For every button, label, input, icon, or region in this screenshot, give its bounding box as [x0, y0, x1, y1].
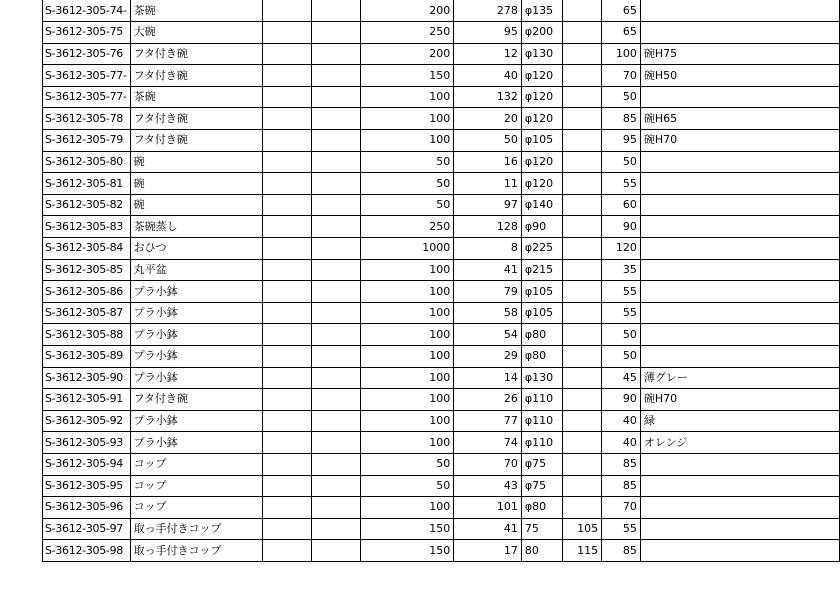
cell-blank-b[interactable]: [312, 367, 361, 389]
cell-item-name[interactable]: プラ小鉢: [130, 367, 262, 389]
cell-blank-b[interactable]: [312, 346, 361, 368]
cell-extra-size[interactable]: [563, 389, 602, 411]
cell-height[interactable]: 45: [602, 367, 641, 389]
cell-blank-a[interactable]: [262, 65, 311, 87]
cell-extra-size[interactable]: [563, 65, 602, 87]
table-row: [43, 0, 840, 22]
cell-stock[interactable]: 128: [454, 216, 522, 238]
cell-stock[interactable]: 132: [454, 86, 522, 108]
cell-extra-size[interactable]: [563, 22, 602, 44]
cell-diameter[interactable]: 75: [521, 518, 562, 540]
cell-quantity[interactable]: 100: [361, 130, 454, 152]
cell-height[interactable]: 50: [602, 86, 641, 108]
cell-stock[interactable]: 278: [454, 0, 522, 22]
cell-note[interactable]: [640, 475, 839, 497]
cell-stock[interactable]: 79: [454, 281, 522, 303]
table-row: [43, 540, 840, 562]
cell-quantity[interactable]: 150: [361, 65, 454, 87]
cell-extra-size[interactable]: [563, 324, 602, 346]
table-row: [43, 173, 840, 195]
cell-blank-b[interactable]: [312, 238, 361, 260]
cell-height[interactable]: 50: [602, 324, 641, 346]
cell-diameter[interactable]: φ120: [521, 86, 562, 108]
cell-blank-b[interactable]: [312, 173, 361, 195]
cell-quantity[interactable]: 50: [361, 151, 454, 173]
cell-quantity[interactable]: 150: [361, 518, 454, 540]
cell-note[interactable]: 碗H70: [640, 389, 839, 411]
cell-height[interactable]: 85: [602, 540, 641, 562]
cell-diameter[interactable]: φ105: [521, 302, 562, 324]
cell-blank-a[interactable]: [262, 302, 311, 324]
cell-diameter[interactable]: φ200: [521, 22, 562, 44]
cell-blank-b[interactable]: [312, 22, 361, 44]
cell-blank-b[interactable]: [312, 151, 361, 173]
cell-item-name[interactable]: プラ小鉢: [130, 281, 262, 303]
cell-blank-b[interactable]: [312, 540, 361, 562]
cell-quantity[interactable]: 50: [361, 453, 454, 475]
cell-diameter[interactable]: φ135: [521, 0, 562, 22]
cell-blank-b[interactable]: [312, 324, 361, 346]
cell-item-name[interactable]: フタ付き碗: [130, 65, 262, 87]
cell-stock[interactable]: 58: [454, 302, 522, 324]
cell-item-code[interactable]: S-3612-305-78: [43, 108, 131, 130]
cell-note[interactable]: [640, 216, 839, 238]
cell-blank-a[interactable]: [262, 497, 311, 519]
cell-diameter[interactable]: φ120: [521, 108, 562, 130]
cell-note[interactable]: オレンジ: [640, 432, 839, 454]
cell-item-name[interactable]: 取っ手付きコップ: [130, 518, 262, 540]
cell-extra-size[interactable]: [563, 475, 602, 497]
cell-extra-size[interactable]: 115: [563, 540, 602, 562]
cell-blank-a[interactable]: [262, 367, 311, 389]
cell-diameter[interactable]: φ120: [521, 65, 562, 87]
cell-item-code[interactable]: S-3612-305-76: [43, 43, 131, 65]
cell-extra-size[interactable]: [563, 497, 602, 519]
cell-item-code[interactable]: S-3612-305-79: [43, 130, 131, 152]
cell-stock[interactable]: 41: [454, 259, 522, 281]
cell-note[interactable]: [640, 302, 839, 324]
cell-blank-b[interactable]: [312, 43, 361, 65]
cell-height[interactable]: 50: [602, 151, 641, 173]
cell-diameter[interactable]: φ75: [521, 453, 562, 475]
cell-extra-size[interactable]: 105: [563, 518, 602, 540]
cell-diameter[interactable]: φ75: [521, 475, 562, 497]
table-row: [43, 151, 840, 173]
cell-diameter[interactable]: φ80: [521, 324, 562, 346]
cell-item-code[interactable]: S-3612-305-82: [43, 194, 131, 216]
cell-item-name[interactable]: 碗: [130, 151, 262, 173]
cell-stock[interactable]: 74: [454, 432, 522, 454]
cell-diameter[interactable]: 80: [521, 540, 562, 562]
table-row: [43, 302, 840, 324]
cell-blank-a[interactable]: [262, 346, 311, 368]
cell-blank-b[interactable]: [312, 497, 361, 519]
cell-blank-a[interactable]: [262, 43, 311, 65]
cell-blank-a[interactable]: [262, 108, 311, 130]
cell-item-name[interactable]: プラ小鉢: [130, 302, 262, 324]
cell-item-name[interactable]: フタ付き碗: [130, 130, 262, 152]
cell-extra-size[interactable]: [563, 108, 602, 130]
cell-blank-b[interactable]: [312, 216, 361, 238]
cell-item-name[interactable]: 茶碗: [130, 0, 262, 22]
cell-item-name[interactable]: コップ: [130, 475, 262, 497]
cell-note[interactable]: [640, 0, 839, 22]
cell-item-name[interactable]: フタ付き碗: [130, 108, 262, 130]
cell-item-name[interactable]: コップ: [130, 453, 262, 475]
cell-height[interactable]: 65: [602, 0, 641, 22]
cell-quantity[interactable]: 100: [361, 432, 454, 454]
cell-extra-size[interactable]: [563, 410, 602, 432]
table-row: [43, 367, 840, 389]
cell-item-code[interactable]: S-3612-305-96: [43, 497, 131, 519]
cell-note[interactable]: [640, 324, 839, 346]
cell-item-name[interactable]: 取っ手付きコップ: [130, 540, 262, 562]
cell-diameter[interactable]: φ120: [521, 173, 562, 195]
cell-quantity[interactable]: 100: [361, 324, 454, 346]
inventory-table: [42, 0, 840, 562]
cell-height[interactable]: 40: [602, 410, 641, 432]
cell-extra-size[interactable]: [563, 173, 602, 195]
cell-note[interactable]: [640, 173, 839, 195]
cell-item-name[interactable]: プラ小鉢: [130, 346, 262, 368]
cell-blank-a[interactable]: [262, 324, 311, 346]
cell-diameter[interactable]: φ130: [521, 367, 562, 389]
cell-item-name[interactable]: フタ付き碗: [130, 43, 262, 65]
cell-extra-size[interactable]: [563, 453, 602, 475]
table-row: [43, 497, 840, 519]
cell-diameter[interactable]: φ120: [521, 151, 562, 173]
cell-item-name[interactable]: 大碗: [130, 22, 262, 44]
cell-item-code[interactable]: S-3612-305-74-: [43, 0, 131, 22]
cell-extra-size[interactable]: [563, 216, 602, 238]
cell-stock[interactable]: 29: [454, 346, 522, 368]
cell-note[interactable]: [640, 453, 839, 475]
cell-blank-a[interactable]: [262, 0, 311, 22]
table-row: [43, 281, 840, 303]
cell-note[interactable]: 碗H75: [640, 43, 839, 65]
cell-blank-a[interactable]: [262, 173, 311, 195]
cell-blank-a[interactable]: [262, 216, 311, 238]
cell-extra-size[interactable]: [563, 86, 602, 108]
cell-diameter[interactable]: φ80: [521, 497, 562, 519]
cell-item-code[interactable]: S-3612-305-81: [43, 173, 131, 195]
cell-height[interactable]: 100: [602, 43, 641, 65]
cell-quantity[interactable]: 150: [361, 540, 454, 562]
cell-stock[interactable]: 50: [454, 130, 522, 152]
table-row: [43, 518, 840, 540]
cell-blank-a[interactable]: [262, 432, 311, 454]
cell-height[interactable]: 70: [602, 497, 641, 519]
cell-height[interactable]: 55: [602, 518, 641, 540]
cell-height[interactable]: 55: [602, 302, 641, 324]
cell-quantity[interactable]: 1000: [361, 238, 454, 260]
cell-item-code[interactable]: S-3612-305-92: [43, 410, 131, 432]
table-row: [43, 43, 840, 65]
cell-stock[interactable]: 97: [454, 194, 522, 216]
cell-quantity[interactable]: 200: [361, 0, 454, 22]
cell-blank-b[interactable]: [312, 86, 361, 108]
cell-quantity[interactable]: 50: [361, 475, 454, 497]
cell-item-code[interactable]: S-3612-305-97: [43, 518, 131, 540]
cell-stock[interactable]: 95: [454, 22, 522, 44]
cell-blank-b[interactable]: [312, 130, 361, 152]
cell-blank-b[interactable]: [312, 410, 361, 432]
table-row: [43, 216, 840, 238]
cell-extra-size[interactable]: [563, 259, 602, 281]
cell-diameter[interactable]: φ225: [521, 238, 562, 260]
cell-item-code[interactable]: S-3612-305-89: [43, 346, 131, 368]
cell-blank-b[interactable]: [312, 475, 361, 497]
table-row: [43, 108, 840, 130]
cell-stock[interactable]: 26: [454, 389, 522, 411]
cell-item-name[interactable]: プラ小鉢: [130, 324, 262, 346]
table-row: [43, 324, 840, 346]
cell-quantity[interactable]: 100: [361, 302, 454, 324]
cell-blank-a[interactable]: [262, 475, 311, 497]
cell-extra-size[interactable]: [563, 281, 602, 303]
cell-blank-a[interactable]: [262, 151, 311, 173]
cell-note[interactable]: 薄グレー: [640, 367, 839, 389]
cell-blank-a[interactable]: [262, 238, 311, 260]
cell-height[interactable]: 95: [602, 130, 641, 152]
cell-note[interactable]: [640, 238, 839, 260]
cell-quantity[interactable]: 100: [361, 346, 454, 368]
cell-stock[interactable]: 40: [454, 65, 522, 87]
cell-height[interactable]: 40: [602, 432, 641, 454]
cell-height[interactable]: 85: [602, 108, 641, 130]
cell-item-code[interactable]: S-3612-305-83: [43, 216, 131, 238]
cell-item-name[interactable]: フタ付き碗: [130, 389, 262, 411]
cell-diameter[interactable]: φ80: [521, 346, 562, 368]
cell-item-code[interactable]: S-3612-305-94: [43, 453, 131, 475]
cell-quantity[interactable]: 100: [361, 497, 454, 519]
cell-height[interactable]: 120: [602, 238, 641, 260]
cell-blank-a[interactable]: [262, 518, 311, 540]
cell-blank-b[interactable]: [312, 302, 361, 324]
table-row: [43, 130, 840, 152]
table-row: [43, 259, 840, 281]
cell-blank-b[interactable]: [312, 453, 361, 475]
cell-diameter[interactable]: φ90: [521, 216, 562, 238]
table-row: [43, 86, 840, 108]
cell-height[interactable]: 85: [602, 453, 641, 475]
cell-note[interactable]: [640, 194, 839, 216]
cell-height[interactable]: 35: [602, 259, 641, 281]
cell-height[interactable]: 60: [602, 194, 641, 216]
cell-quantity[interactable]: 250: [361, 216, 454, 238]
cell-height[interactable]: 90: [602, 389, 641, 411]
inventory-table-body: [43, 0, 840, 561]
cell-stock[interactable]: 17: [454, 540, 522, 562]
cell-diameter[interactable]: φ130: [521, 43, 562, 65]
cell-note[interactable]: [640, 518, 839, 540]
cell-extra-size[interactable]: [563, 432, 602, 454]
table-row: [43, 453, 840, 475]
cell-height[interactable]: 65: [602, 22, 641, 44]
table-row: [43, 475, 840, 497]
cell-height[interactable]: 50: [602, 346, 641, 368]
table-row: [43, 194, 840, 216]
table-row: [43, 432, 840, 454]
cell-quantity[interactable]: 50: [361, 173, 454, 195]
cell-quantity[interactable]: 200: [361, 43, 454, 65]
cell-height[interactable]: 70: [602, 65, 641, 87]
cell-blank-a[interactable]: [262, 540, 311, 562]
cell-blank-a[interactable]: [262, 22, 311, 44]
cell-extra-size[interactable]: [563, 238, 602, 260]
cell-stock[interactable]: 16: [454, 151, 522, 173]
cell-blank-b[interactable]: [312, 389, 361, 411]
cell-quantity[interactable]: 100: [361, 389, 454, 411]
cell-item-name[interactable]: プラ小鉢: [130, 432, 262, 454]
cell-note[interactable]: [640, 497, 839, 519]
cell-diameter[interactable]: φ140: [521, 194, 562, 216]
cell-item-name[interactable]: おひつ: [130, 238, 262, 260]
cell-blank-b[interactable]: [312, 281, 361, 303]
cell-blank-a[interactable]: [262, 86, 311, 108]
cell-quantity[interactable]: 50: [361, 194, 454, 216]
cell-note[interactable]: [640, 346, 839, 368]
cell-note[interactable]: [640, 540, 839, 562]
cell-blank-b[interactable]: [312, 0, 361, 22]
cell-note[interactable]: 碗H70: [640, 130, 839, 152]
cell-stock[interactable]: 41: [454, 518, 522, 540]
cell-quantity[interactable]: 100: [361, 259, 454, 281]
cell-item-name[interactable]: 碗: [130, 173, 262, 195]
cell-blank-a[interactable]: [262, 259, 311, 281]
cell-note[interactable]: [640, 86, 839, 108]
cell-stock[interactable]: 54: [454, 324, 522, 346]
cell-diameter[interactable]: φ215: [521, 259, 562, 281]
cell-item-code[interactable]: S-3612-305-77-: [43, 86, 131, 108]
cell-item-code[interactable]: S-3612-305-85: [43, 259, 131, 281]
cell-stock[interactable]: 20: [454, 108, 522, 130]
cell-blank-a[interactable]: [262, 194, 311, 216]
cell-height[interactable]: 55: [602, 281, 641, 303]
cell-item-code[interactable]: S-3612-305-86: [43, 281, 131, 303]
cell-stock[interactable]: 8: [454, 238, 522, 260]
cell-stock[interactable]: 11: [454, 173, 522, 195]
table-row: [43, 389, 840, 411]
cell-extra-size[interactable]: [563, 0, 602, 22]
cell-note[interactable]: 緑: [640, 410, 839, 432]
cell-blank-a[interactable]: [262, 389, 311, 411]
cell-height[interactable]: 85: [602, 475, 641, 497]
cell-item-name[interactable]: 茶碗: [130, 86, 262, 108]
cell-item-code[interactable]: S-3612-305-84: [43, 238, 131, 260]
table-row: [43, 410, 840, 432]
cell-note[interactable]: 碗H50: [640, 65, 839, 87]
cell-extra-size[interactable]: [563, 151, 602, 173]
cell-stock[interactable]: 77: [454, 410, 522, 432]
cell-quantity[interactable]: 100: [361, 108, 454, 130]
cell-blank-b[interactable]: [312, 194, 361, 216]
cell-stock[interactable]: 101: [454, 497, 522, 519]
cell-blank-b[interactable]: [312, 432, 361, 454]
cell-blank-a[interactable]: [262, 281, 311, 303]
cell-blank-b[interactable]: [312, 108, 361, 130]
cell-item-name[interactable]: 丸平盆: [130, 259, 262, 281]
cell-diameter[interactable]: φ110: [521, 410, 562, 432]
cell-blank-b[interactable]: [312, 518, 361, 540]
cell-item-code[interactable]: S-3612-305-95: [43, 475, 131, 497]
cell-diameter[interactable]: φ110: [521, 389, 562, 411]
cell-note[interactable]: [640, 259, 839, 281]
table-row: [43, 238, 840, 260]
cell-item-code[interactable]: S-3612-305-75: [43, 22, 131, 44]
cell-blank-b[interactable]: [312, 65, 361, 87]
cell-diameter[interactable]: φ110: [521, 432, 562, 454]
cell-height[interactable]: 55: [602, 173, 641, 195]
cell-item-code[interactable]: S-3612-305-80: [43, 151, 131, 173]
cell-item-code[interactable]: S-3612-305-98: [43, 540, 131, 562]
cell-blank-a[interactable]: [262, 453, 311, 475]
cell-extra-size[interactable]: [563, 130, 602, 152]
cell-item-code[interactable]: S-3612-305-77-: [43, 65, 131, 87]
cell-height[interactable]: 90: [602, 216, 641, 238]
cell-blank-a[interactable]: [262, 130, 311, 152]
cell-extra-size[interactable]: [563, 367, 602, 389]
table-row: [43, 22, 840, 44]
cell-note[interactable]: 碗H65: [640, 108, 839, 130]
cell-item-name[interactable]: 碗: [130, 194, 262, 216]
cell-quantity[interactable]: 100: [361, 86, 454, 108]
cell-blank-a[interactable]: [262, 410, 311, 432]
cell-extra-size[interactable]: [563, 346, 602, 368]
cell-stock[interactable]: 70: [454, 453, 522, 475]
cell-note[interactable]: [640, 22, 839, 44]
cell-stock[interactable]: 12: [454, 43, 522, 65]
cell-extra-size[interactable]: [563, 43, 602, 65]
cell-item-name[interactable]: コップ: [130, 497, 262, 519]
cell-item-name[interactable]: プラ小鉢: [130, 410, 262, 432]
cell-stock[interactable]: 43: [454, 475, 522, 497]
cell-item-code[interactable]: S-3612-305-90: [43, 367, 131, 389]
cell-item-code[interactable]: S-3612-305-88: [43, 324, 131, 346]
cell-diameter[interactable]: φ105: [521, 130, 562, 152]
cell-quantity[interactable]: 100: [361, 281, 454, 303]
cell-item-code[interactable]: S-3612-305-91: [43, 389, 131, 411]
table-row: [43, 346, 840, 368]
cell-extra-size[interactable]: [563, 194, 602, 216]
cell-note[interactable]: [640, 151, 839, 173]
cell-item-code[interactable]: S-3612-305-87: [43, 302, 131, 324]
cell-blank-b[interactable]: [312, 259, 361, 281]
cell-item-name[interactable]: 茶碗蒸し: [130, 216, 262, 238]
cell-quantity[interactable]: 250: [361, 22, 454, 44]
cell-quantity[interactable]: 100: [361, 367, 454, 389]
cell-diameter[interactable]: φ105: [521, 281, 562, 303]
cell-stock[interactable]: 14: [454, 367, 522, 389]
cell-note[interactable]: [640, 281, 839, 303]
cell-extra-size[interactable]: [563, 302, 602, 324]
table-row: [43, 65, 840, 87]
cell-item-code[interactable]: S-3612-305-93: [43, 432, 131, 454]
cell-quantity[interactable]: 100: [361, 410, 454, 432]
